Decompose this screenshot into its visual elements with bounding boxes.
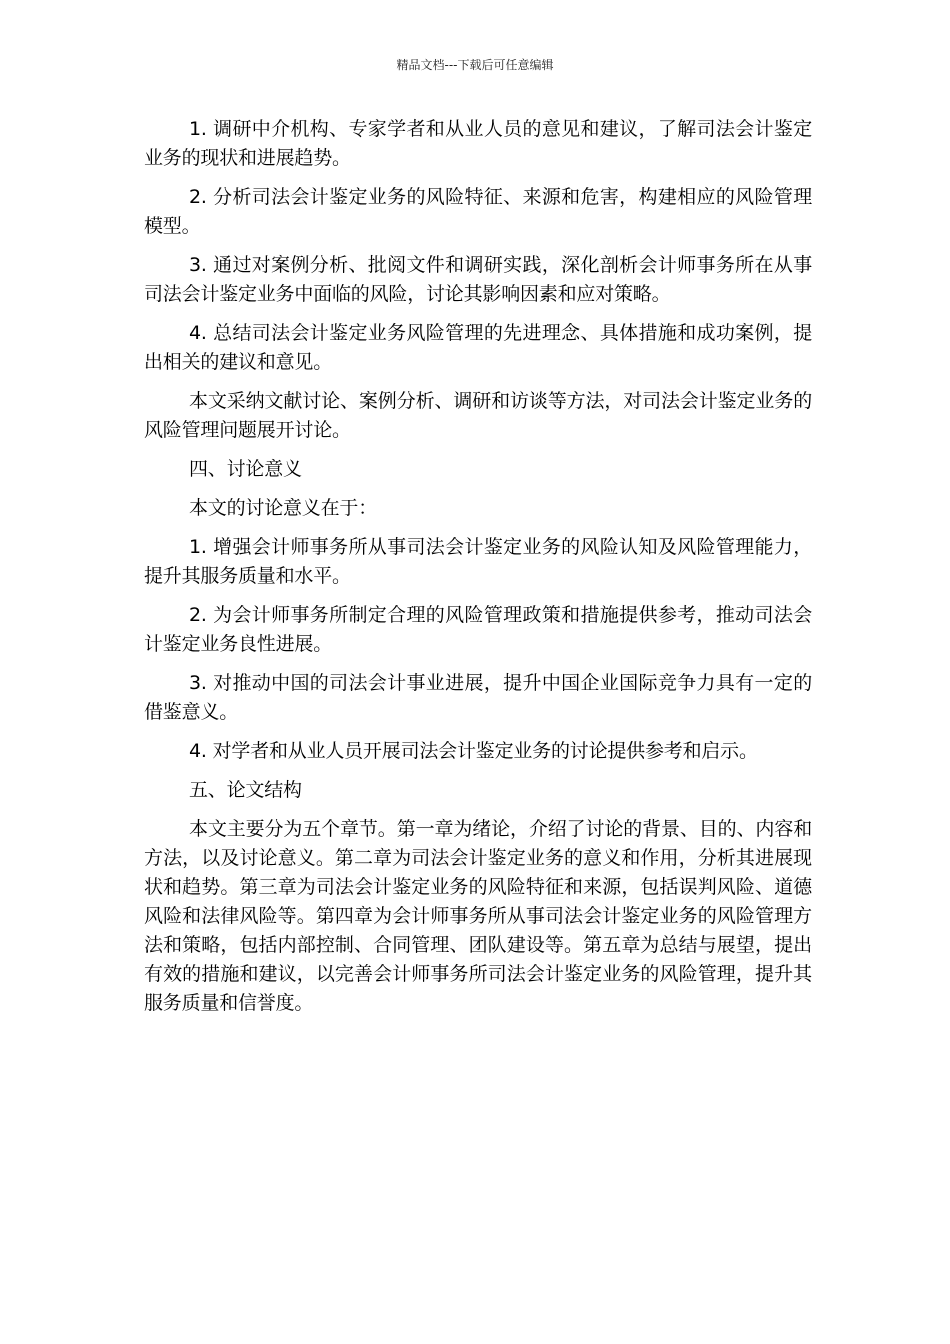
list-item-research-1: 1. 调研中介机构、专家学者和从业人员的意见和建议，了解司法会计鉴定业务的现状和进展趋势。 (144, 118, 812, 169)
list-item-research-2: 2. 分析司法会计鉴定业务的风险特征、来源和危害，构建相应的风险管理模型。 (144, 186, 812, 237)
structure-paragraph: 本文主要分为五个章节。第一章为绪论，介绍了讨论的背景、目的、内容和方法，以及讨论意义。第二章为司法会计鉴定业务的意义和作用，分析其进展现状和趋势。第三章为司法会计鉴定业务的风险特征和来源，包括误判风险、道德风险和法律风险等。第四章为会计师事务所从事司法会计鉴定业务的风险管理方法和策略，包括内部控制、合同管理、团队建设等。第五章为总结与展望，提出有效的措施和建议，以完善会计师事务所司法会计鉴定业务的风险管理，提升其服务质量和信誉度。 (144, 818, 812, 1014)
list-item-research-4: 4. 总结司法会计鉴定业务风险管理的先进理念、具体措施和成功案例，提出相关的建议和意见。 (144, 322, 812, 373)
list-item-significance-2: 2. 为会计师事务所制定合理的风险管理政策和措施提供参考，推动司法会计鉴定业务良性进展。 (144, 604, 812, 655)
list-item-significance-3: 3. 对推动中国的司法会计事业进展，提升中国企业国际竞争力具有一定的借鉴意义。 (144, 672, 812, 723)
section-heading-structure: 五、论文结构 (189, 779, 302, 801)
significance-intro: 本文的讨论意义在于： (189, 497, 378, 519)
list-item-significance-1: 1. 增强会计师事务所从事司法会计鉴定业务的风险认知及风险管理能力， 提升其服务质量和水平。 (144, 536, 812, 587)
list-item-research-3: 3. 通过对案例分析、批阅文件和调研实践，深化剖析会计师事务所在从事司法会计鉴定业务中面临的风险，讨论其影响因素和应对策略。 (144, 254, 812, 305)
section-heading-significance: 四、讨论意义 (189, 458, 302, 480)
page-header: 精品文档---下载后可任意编辑 (396, 58, 554, 72)
document-body (144, 115, 812, 1028)
methods-paragraph: 本文采纳文献讨论、案例分析、调研和访谈等方法，对司法会计鉴定业务的风险管理问题展开讨论。 (144, 390, 812, 441)
list-item-significance-4: 4. 对学者和从业人员开展司法会计鉴定业务的讨论提供参考和启示。 (189, 740, 758, 762)
